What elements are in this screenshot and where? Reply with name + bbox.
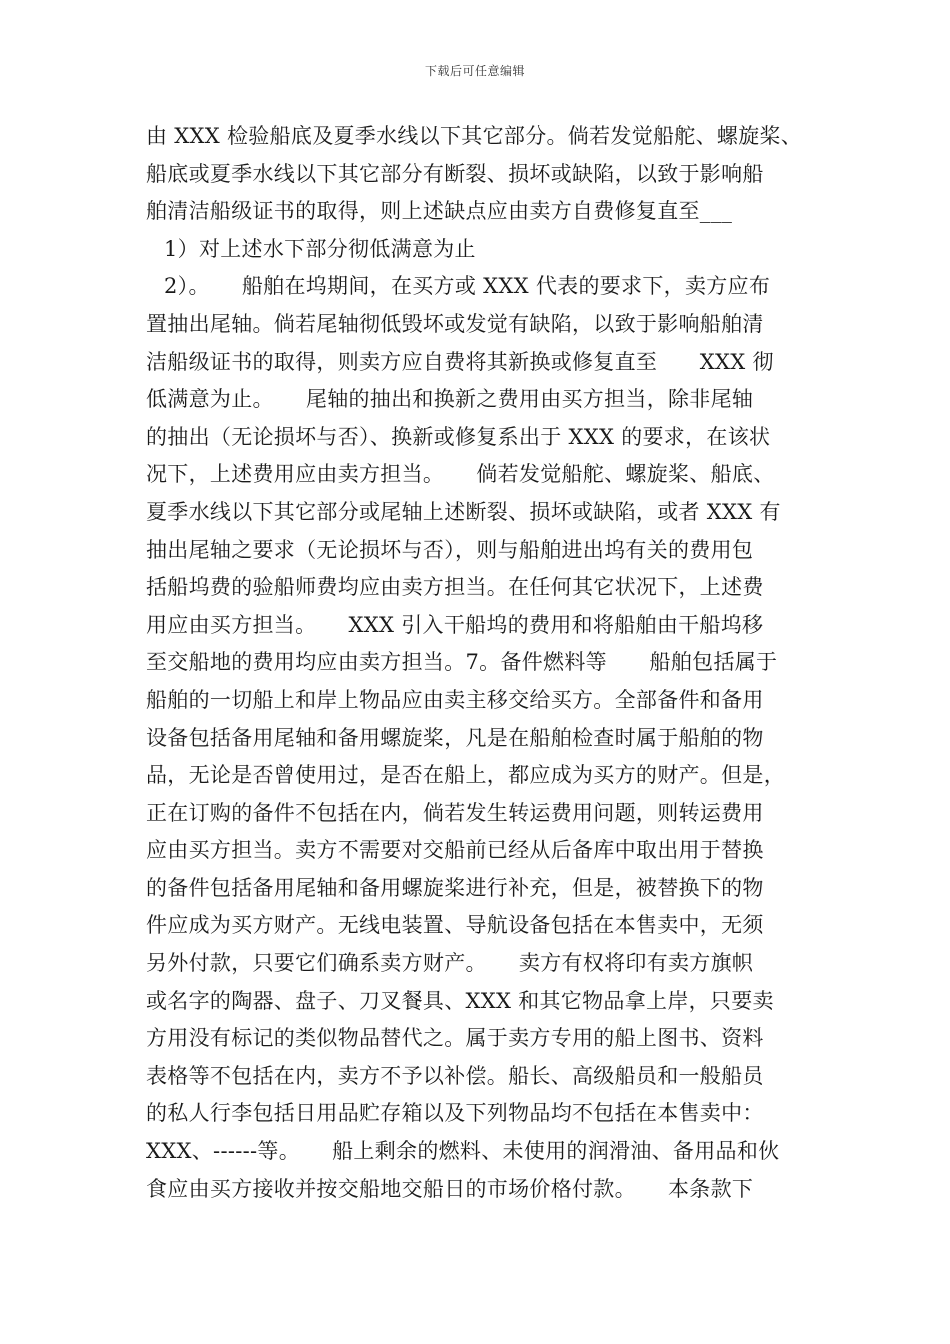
text-line: 正在订购的备件不包括在内，倘若发生转运费用问题，则转运费用 [146, 800, 764, 825]
text-line: 况下，上述费用应由卖方担当。 倘若发觉船舵、螺旋桨、船底、 [146, 462, 775, 487]
text-line: 表格等不包括在内，卖方不予以补偿。船长、高级船员和一般船员 [146, 1063, 764, 1088]
text-line: 至交船地的费用均应由卖方担当。7。备件燃料等 船舶包括属于 [146, 650, 778, 675]
page-header: 下载后可任意编辑 [424, 64, 525, 78]
text-line: 应由买方担当。卖方不需要对交船前已经从后备库中取出用于替换 [146, 838, 764, 863]
text-line: 的备件包括备用尾轴和备用螺旋桨进行补充，但是，被替换下的物 [146, 875, 764, 900]
text-line: 的抽出（无论损坏与否）、换新或修复系出于 XXX 的要求，在该状 [146, 424, 771, 449]
text-line: 船舶的一切船上和岸上物品应由卖主移交给买方。全部备件和备用 [146, 687, 764, 712]
text-line: 抽出尾轴之要求（无论损坏与否），则与船舶进出坞有关的费用包 [146, 537, 754, 562]
text-line: 方用没有标记的类似物品替代之。属于卖方专用的船上图书、资料 [146, 1026, 764, 1051]
text-line: XXX、------等。 船上剩余的燃料、未使用的润滑油、备用品和伙 [146, 1139, 780, 1164]
text-line: 洁船级证书的取得，则卖方应自费将其新换或修复直至 XXX 彻 [146, 349, 774, 374]
text-line: 另外付款，只要它们确系卖方财产。 卖方有权将印有卖方旗帜 [146, 951, 754, 976]
text-line: 用应由买方担当。 XXX 引入干船坞的费用和将船舶由干船坞移 [146, 612, 764, 637]
text-line: 件应成为买方财产。无线电装置、导航设备包括在本售卖中，无须 [146, 913, 764, 938]
text-line: 置抽出尾轴。倘若尾轴彻低毁坏或发觉有缺陷，以致于影响船舶清 [146, 311, 764, 336]
body-text [146, 118, 808, 1208]
text-line: 括船坞费的验船师费均应由卖方担当。在任何其它状况下，上述费 [146, 575, 764, 600]
text-line: 或名字的陶器、盘子、刀叉餐具、XXX 和其它物品拿上岸，只要卖 [146, 988, 774, 1013]
text-line: 食应由买方接收并按交船地交船日的市场价格付款。 本条款下 [146, 1176, 754, 1201]
text-line: 品，无论是否曾使用过，是否在船上，都应成为买方的财产。但是， [146, 763, 785, 788]
text-line: 舶清洁船级证书的取得，则上述缺点应由卖方自费修复直至___ [146, 199, 733, 224]
text-line: 的私人行李包括日用品贮存箱以及下列物品均不包括在本售卖中： [146, 1101, 764, 1126]
list-item-2: 2）。 船舶在坞期间，在买方或 XXX 代表的要求下，卖方应布 [164, 274, 771, 299]
text-line: 船底或夏季水线以下其它部分有断裂、损坏或缺陷，以致于影响船 [146, 161, 764, 186]
text-line: 设备包括备用尾轴和备用螺旋桨，凡是在船舶检查时属于船舶的物 [146, 725, 764, 750]
text-line: 夏季水线以下其它部分或尾轴上述断裂、损坏或缺陷，或者 XXX 有 [146, 499, 781, 524]
list-item-1: 1）对上述水下部分彻低满意为止 [164, 236, 476, 261]
text-line: 低满意为止。 尾轴的抽出和换新之费用由买方担当，除非尾轴 [146, 387, 754, 412]
text-line: 由 XXX 检验船底及夏季水线以下其它部分。倘若发觉船舵、螺旋桨、 [146, 124, 803, 148]
